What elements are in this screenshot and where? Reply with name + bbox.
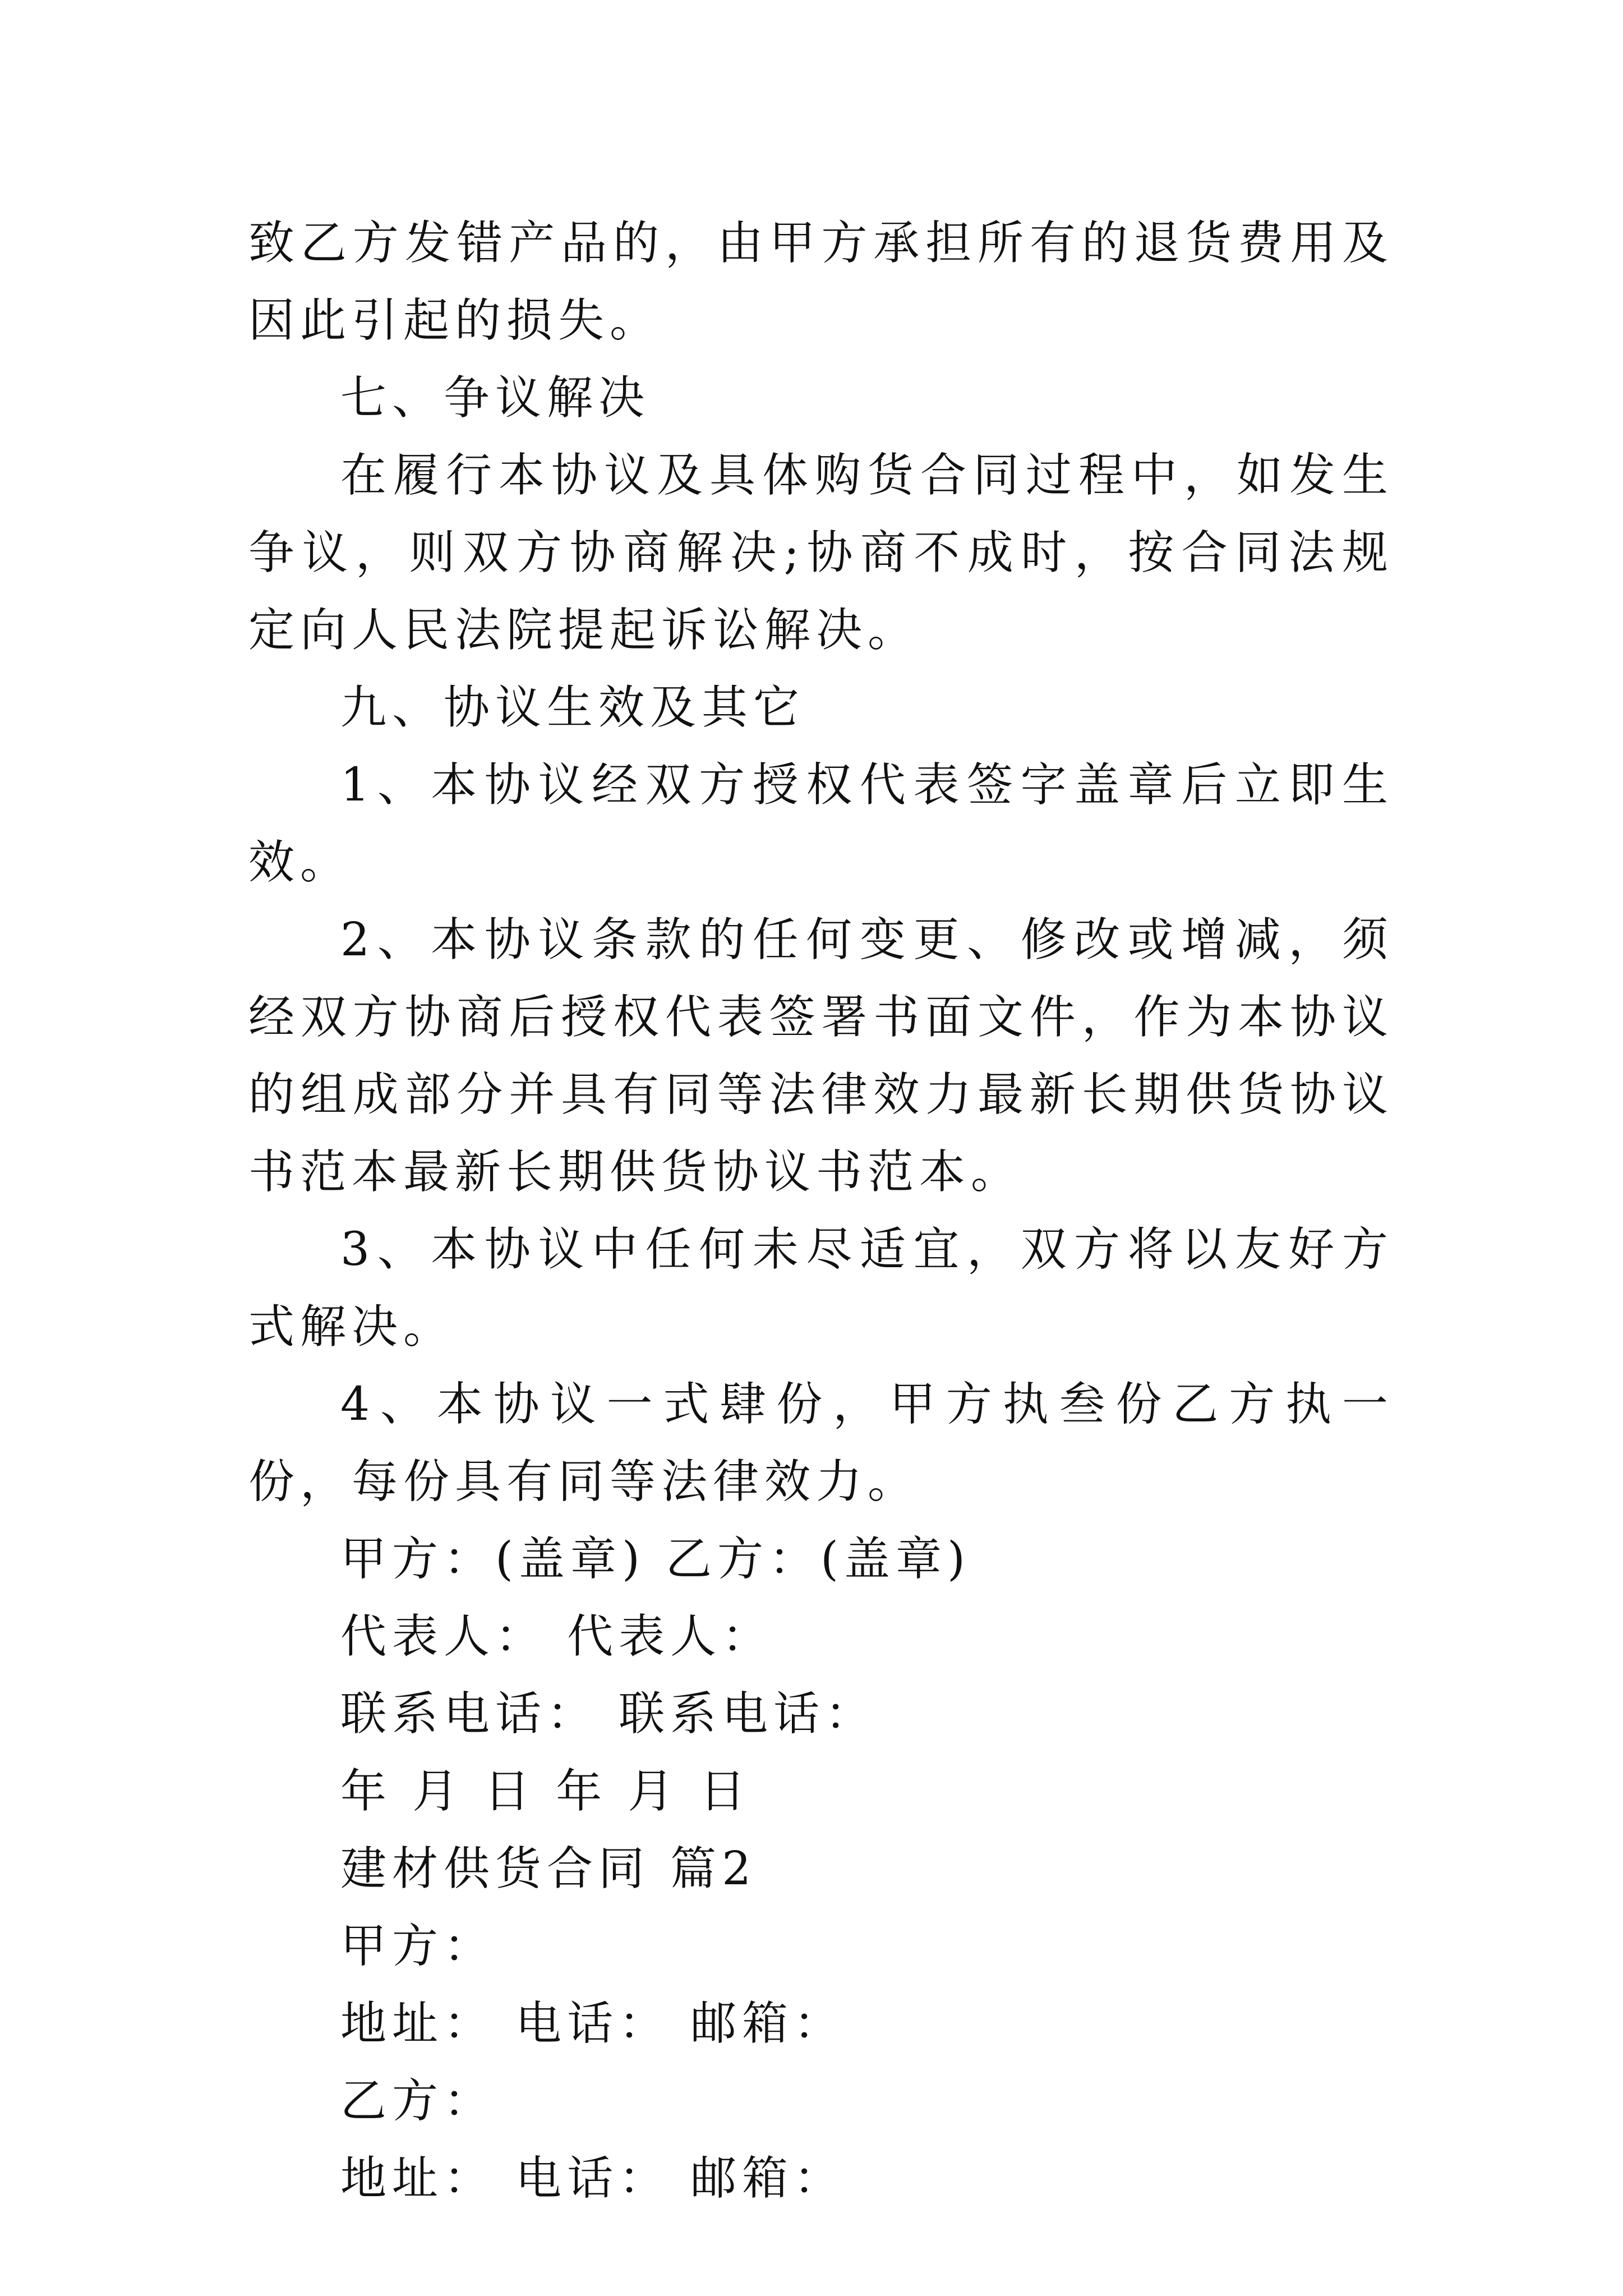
heading-dispute-resolution: 七、争议解决 (340, 371, 651, 425)
clause-2: 2、本协议条款的任何变更、修改或增减，须经双方协商后授权代表签署书面文件，作为本协议的组成部分并具有同等法律效力最新长期供货协议书范本最新长期供货协议书范本。 (248, 913, 1394, 1199)
date-line: 年 月 日 年 月 日 (340, 1765, 751, 1818)
party-a-address-line: 地址： 电话： 邮箱： (340, 1997, 846, 2050)
clause-3: 3、本协议中任何未尽适宜，双方将以友好方式解决。 (248, 1223, 1394, 1354)
paragraph-return-loss: 致乙方发错产品的，由甲方承担所有的退货费用及因此引起的损失。 (248, 217, 1394, 347)
heading-effectiveness: 九、协议生效及其它 (340, 681, 805, 734)
contract-title-part-2: 建材供货合同 篇2 (340, 1842, 757, 1895)
paragraph-dispute-resolution: 在履行本协议及具体购货合同过程中，如发生争议，则双方协商解决;协商不成时，按合同法规定向人民法院提起诉讼解决。 (248, 449, 1394, 657)
party-b-address-line: 地址： 电话： 邮箱： (340, 2152, 846, 2205)
party-a-line: 甲方： (340, 1920, 496, 1973)
signature-seal-line: 甲方：(盖章) 乙方：(盖章) (340, 1533, 971, 1586)
party-b-line: 乙方： (340, 2074, 496, 2128)
document-body (248, 205, 1394, 2217)
clause-4: 4、本协议一式肆份，甲方执叁份乙方执一份，每份具有同等法律效力。 (248, 1378, 1394, 1508)
representative-line: 代表人： 代表人： (340, 1610, 774, 1663)
contact-phone-line: 联系电话： 联系电话： (340, 1687, 877, 1741)
clause-1: 1、本协议经双方授权代表签字盖章后立即生效。 (248, 758, 1394, 889)
